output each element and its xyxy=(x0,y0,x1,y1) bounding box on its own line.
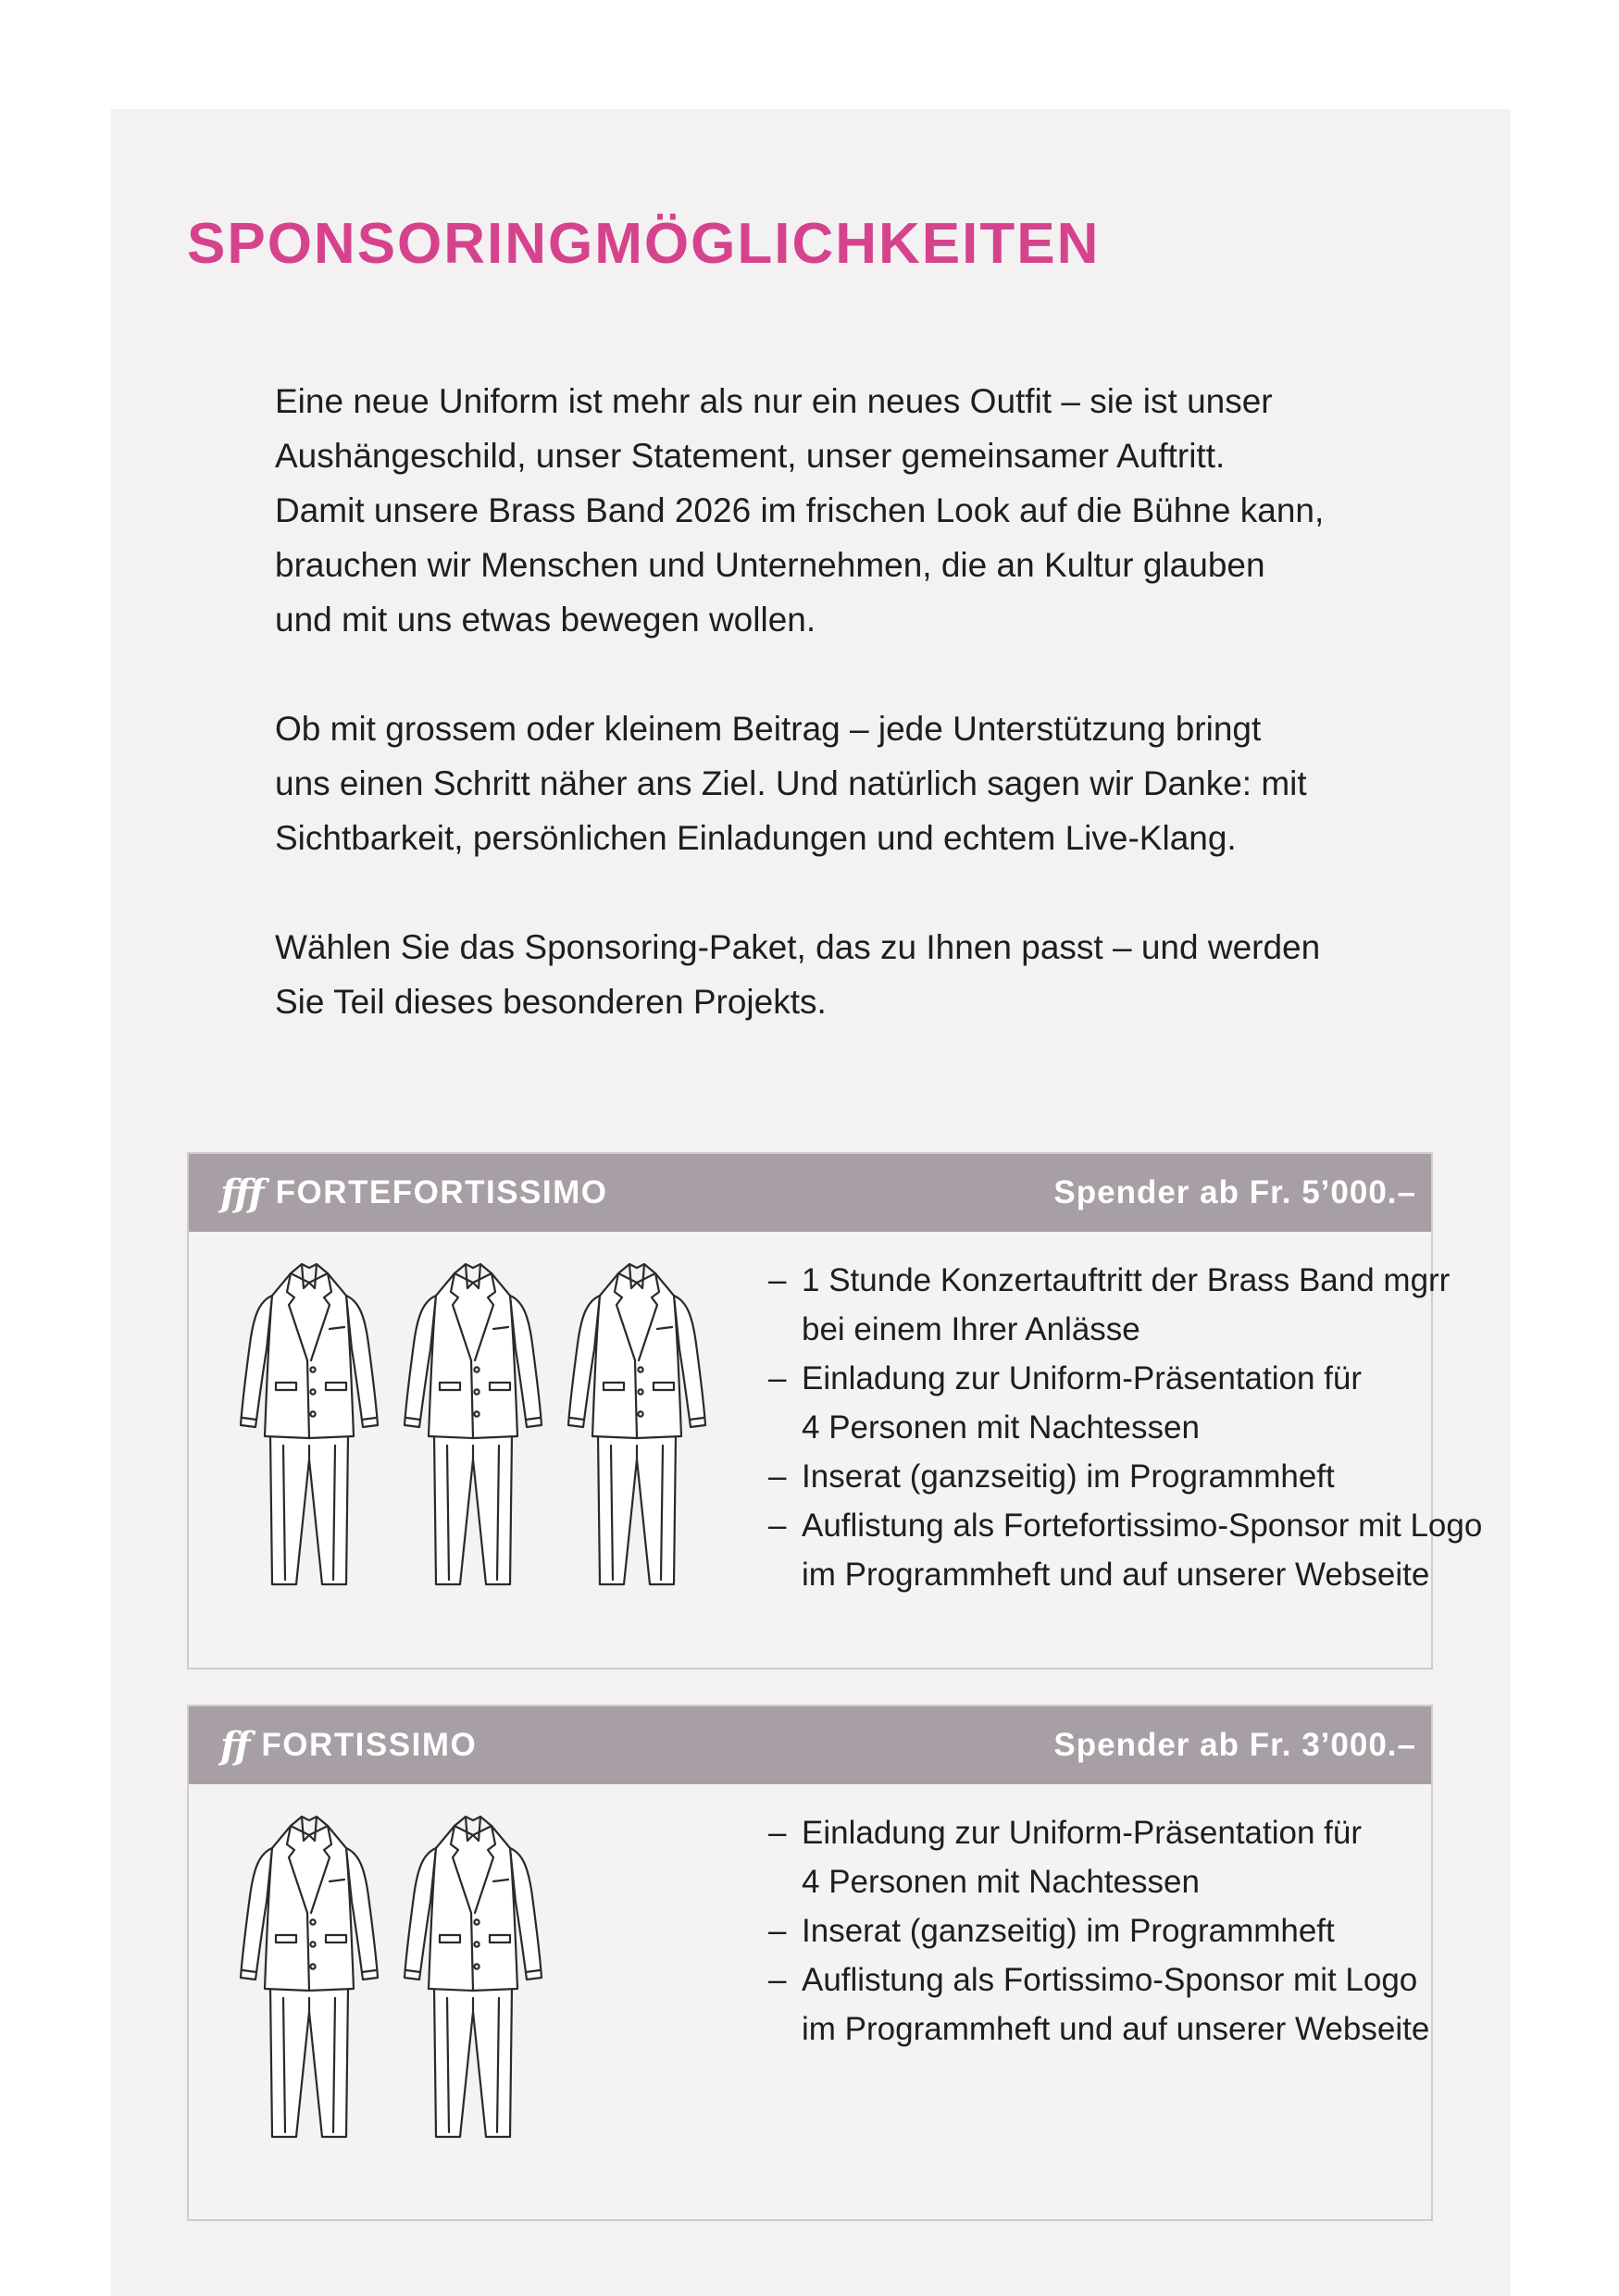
page-title: SPONSORINGMÖGLICHKEITEN xyxy=(187,212,1101,276)
benefit-line: – Inserat (ganzseitig) im Programmheft xyxy=(802,1913,1335,1949)
benefit-item xyxy=(768,1256,1482,1354)
benefit-line: 4 Personen mit Nachtessen xyxy=(802,1864,1200,1900)
package-name xyxy=(220,1172,608,1215)
benefits-list xyxy=(768,1256,1482,1599)
text-line: Ob mit grossem oder kleinem Beitrag – jede Unterstützung bringt xyxy=(275,710,1262,748)
text-line: Sichtbarkeit, persönlichen Einladungen und echtem Live-Klang. xyxy=(275,819,1237,857)
intro-paragraph xyxy=(275,701,1312,865)
text-line: und mit uns etwas bewegen wollen. xyxy=(275,601,816,639)
intro-text xyxy=(275,374,1325,1084)
package-header xyxy=(189,1706,1431,1784)
suit-icon xyxy=(563,1260,711,1594)
suit-icon xyxy=(399,1813,547,2146)
benefit-item xyxy=(768,1955,1429,2054)
package-header xyxy=(189,1154,1431,1232)
text-line: Aushängeschild, unser Statement, unser gemeinsamer Auftritt. xyxy=(275,437,1226,475)
benefit-item xyxy=(768,1452,1482,1501)
suit-illustrations xyxy=(235,1813,563,2146)
package-price: Spender ab Fr. 5’000.– xyxy=(1053,1174,1416,1210)
package-name xyxy=(220,1724,477,1768)
benefit-line: – Auflistung als Fortissimo-Sponsor mit Logo xyxy=(802,1962,1418,1998)
benefit-line: bei einem Ihrer Anlässe xyxy=(802,1311,1140,1347)
benefit-line: – Inserat (ganzseitig) im Programmheft xyxy=(802,1458,1335,1495)
dynamic-marking: ff xyxy=(220,1723,249,1768)
dynamic-marking: fff xyxy=(220,1171,263,1215)
benefit-line: – Auflistung als Fortefortissimo-Sponsor mit Logo xyxy=(802,1508,1483,1544)
suit-icon xyxy=(235,1260,383,1594)
benefit-line: im Programmheft und auf unserer Webseite xyxy=(802,1557,1430,1593)
suit-icon xyxy=(399,1260,547,1594)
suit-icon xyxy=(235,1813,383,2146)
text-line: brauchen wir Menschen und Unternehmen, die an Kultur glauben xyxy=(275,546,1265,584)
package-card-fortissimo xyxy=(187,1705,1433,2221)
benefit-item xyxy=(768,1501,1482,1599)
text-line: Eine neue Uniform ist mehr als nur ein neues Outfit – sie ist unser xyxy=(275,382,1273,420)
package-card-fortefortissimo xyxy=(187,1152,1483,1669)
text-line: Sie Teil dieses besonderen Projekts. xyxy=(275,983,827,1021)
benefit-item xyxy=(768,1906,1429,1955)
benefit-line: – Einladung zur Uniform-Präsentation für xyxy=(802,1815,1363,1851)
benefits-list xyxy=(768,1808,1429,2054)
benefit-line: – Einladung zur Uniform-Präsentation für xyxy=(802,1360,1363,1396)
benefit-item xyxy=(768,1808,1429,1906)
text-line: Damit unsere Brass Band 2026 im frischen Look auf die Bühne kann, xyxy=(275,491,1325,529)
suit-illustrations xyxy=(235,1260,727,1594)
benefit-line: – 1 Stunde Konzertauftritt der Brass Band mgrr xyxy=(802,1262,1451,1298)
intro-paragraph xyxy=(275,920,1321,1029)
text-line: uns einen Schritt näher ans Ziel. Und natürlich sagen wir Danke: mit xyxy=(275,764,1307,802)
package-price: Spender ab Fr. 3’000.– xyxy=(1053,1727,1416,1763)
benefit-item xyxy=(768,1354,1482,1452)
benefit-line: im Programmheft und auf unserer Webseite xyxy=(802,2011,1430,2047)
intro-paragraph xyxy=(275,374,1325,647)
text-line: Wählen Sie das Sponsoring-Paket, das zu Ihnen passt – und werden xyxy=(275,928,1321,966)
package-title: FORTISSIMO xyxy=(261,1727,478,1763)
package-title: FORTEFORTISSIMO xyxy=(275,1174,608,1210)
benefit-line: 4 Personen mit Nachtessen xyxy=(802,1409,1200,1446)
